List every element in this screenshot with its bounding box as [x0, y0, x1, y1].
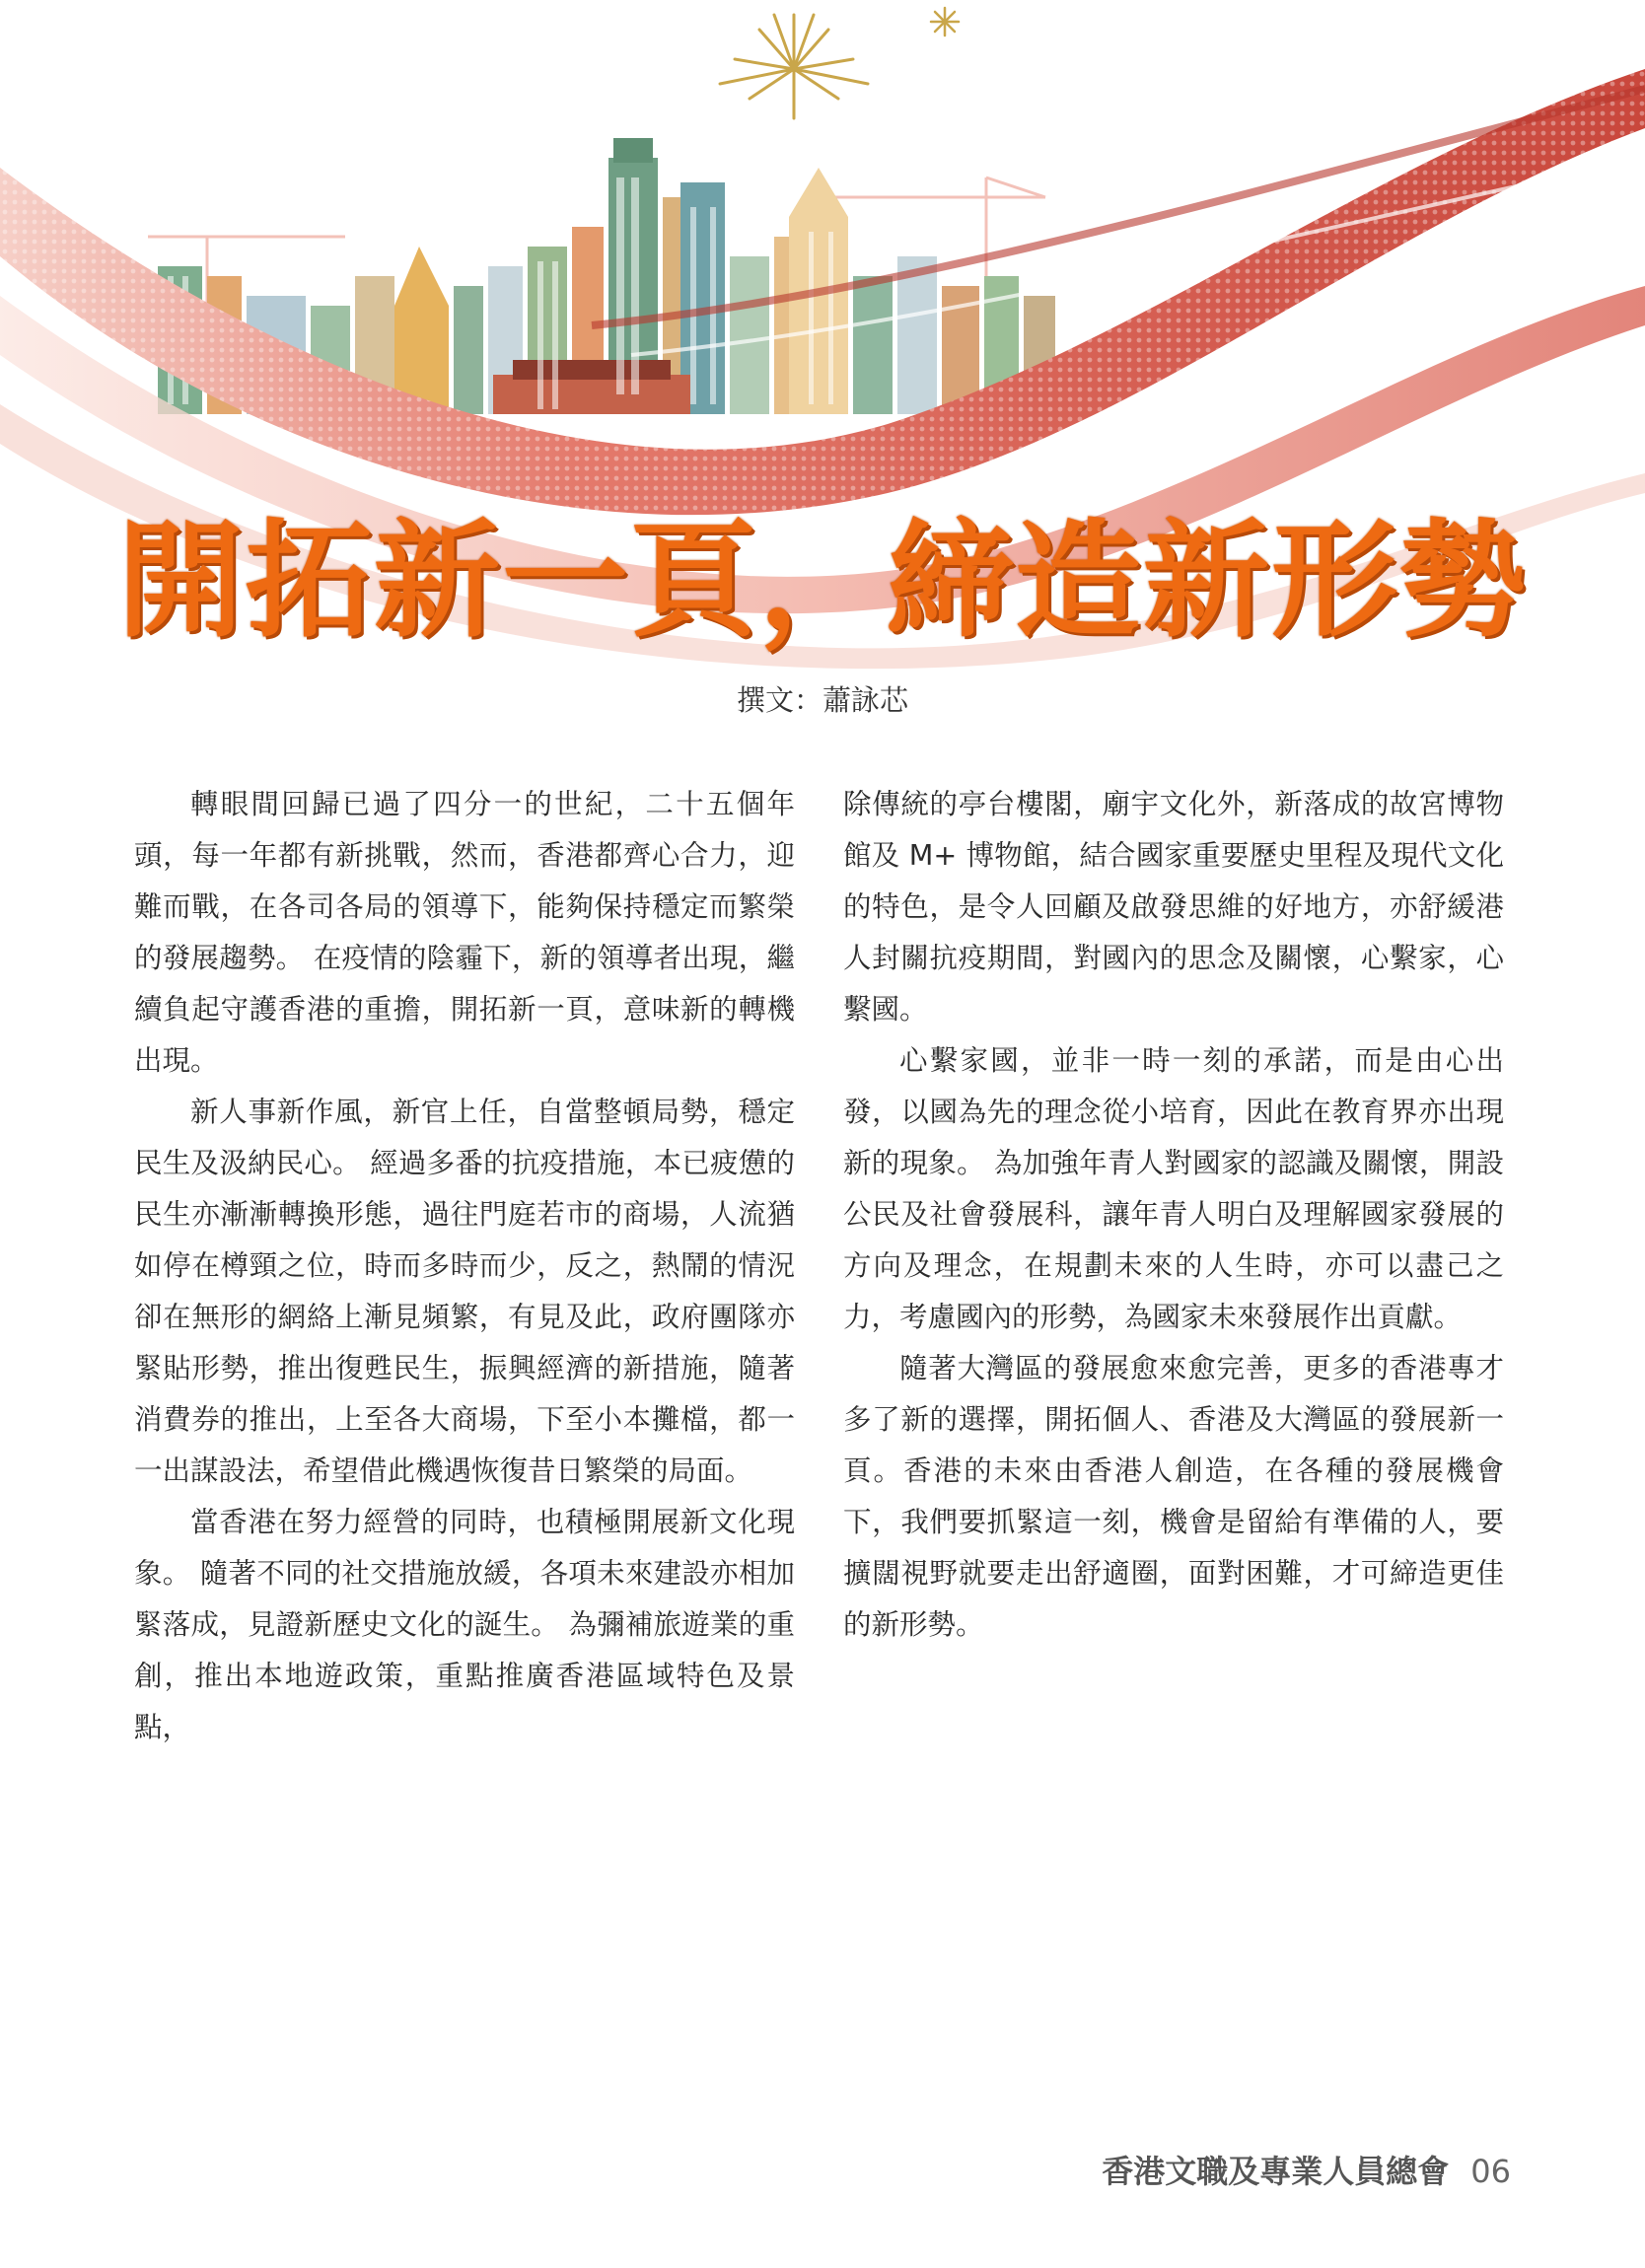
organization-name: 香港文職及專業人員總會	[1102, 2153, 1450, 2190]
small-firework-icon	[931, 8, 959, 35]
paragraph: 心繫家國，並非一時一刻的承諾，而是由心出發，以國為先的理念從小培育，因此在教育界亦出現新的現象。 為加強年青人對國家的認識及關懷，開設公民及社會發展科，讓年青人明白及理解國家發展的方向及理念，在規劃未來的人生時，亦可以盡己之力，考慮國內的形勢，為國家未來發展作出貢獻。	[843, 1044, 1504, 1333]
paragraph: 隨著大灣區的發展愈來愈完善，更多的香港專才多了新的選擇，開拓個人、香港及大灣區的發展新一頁。香港的未來由香港人創造，在各種的發展機會下，我們要抓緊這一刻，機會是留給有準備的人，要擴闊視野就要走出舒適圈，面對困難，才可締造更佳的新形勢。	[843, 1352, 1504, 1641]
article-column-left	[134, 779, 795, 1753]
paragraph: 新人事新作風，新官上任，自當整頓局勢，穩定民生及汲納民心。 經過多番的抗疫措施，本已疲憊的民生亦漸漸轉換形態，過往門庭若市的商場，人流猶如停在樽頸之位，時而多時而少，反之，熱鬧的情況卻在無形的網絡上漸見頻繁，有見及此，政府團隊亦緊貼形勢，推出復甦民生，振興經濟的新措施，隨著消費券的推出，上至各大商場，下至小本攤檔，都一一出謀設法，希望借此機遇恢復昔日繁榮的局面。	[134, 1096, 795, 1487]
paragraph: 轉眼間回歸已過了四分一的世紀，二十五個年頭，每一年都有新挑戰，然而，香港都齊心合力，迎難而戰，在各司各局的領導下，能夠保持穩定而繁榮的發展趨勢。 在疫情的陰霾下，新的領導者出現，繼續負起守護香港的重擔，開拓新一頁，意味新的轉機出現。	[134, 788, 795, 1077]
paragraph-continuation: 除傳統的亭台樓閣，廟宇文化外，新落成的故宮博物館及 M+ 博物館，結合國家重要歷史里程及現代文化的特色，是令人回顧及啟發思維的好地方，亦舒緩港人封關抗疫期間，對國內的思念及關懷，心繫家，心繫國。	[843, 788, 1504, 1026]
article-column-right	[843, 779, 1504, 1651]
article-title: 開拓新一頁，締造新形勢	[116, 508, 1528, 655]
page-number: 06	[1470, 2153, 1511, 2190]
paragraph: 當香港在努力經營的同時，也積極開展新文化現象。 隨著不同的社交措施放緩，各項未來建設亦相加緊落成，見證新歷史文化的誕生。 為彌補旅遊業的重創，推出本地遊政策，重點推廣香港區域特色及景點，	[134, 1506, 795, 1743]
firework-icon	[720, 15, 868, 118]
author-byline: 撰文：蕭詠芯	[736, 683, 908, 717]
page-footer	[1102, 2150, 1511, 2193]
